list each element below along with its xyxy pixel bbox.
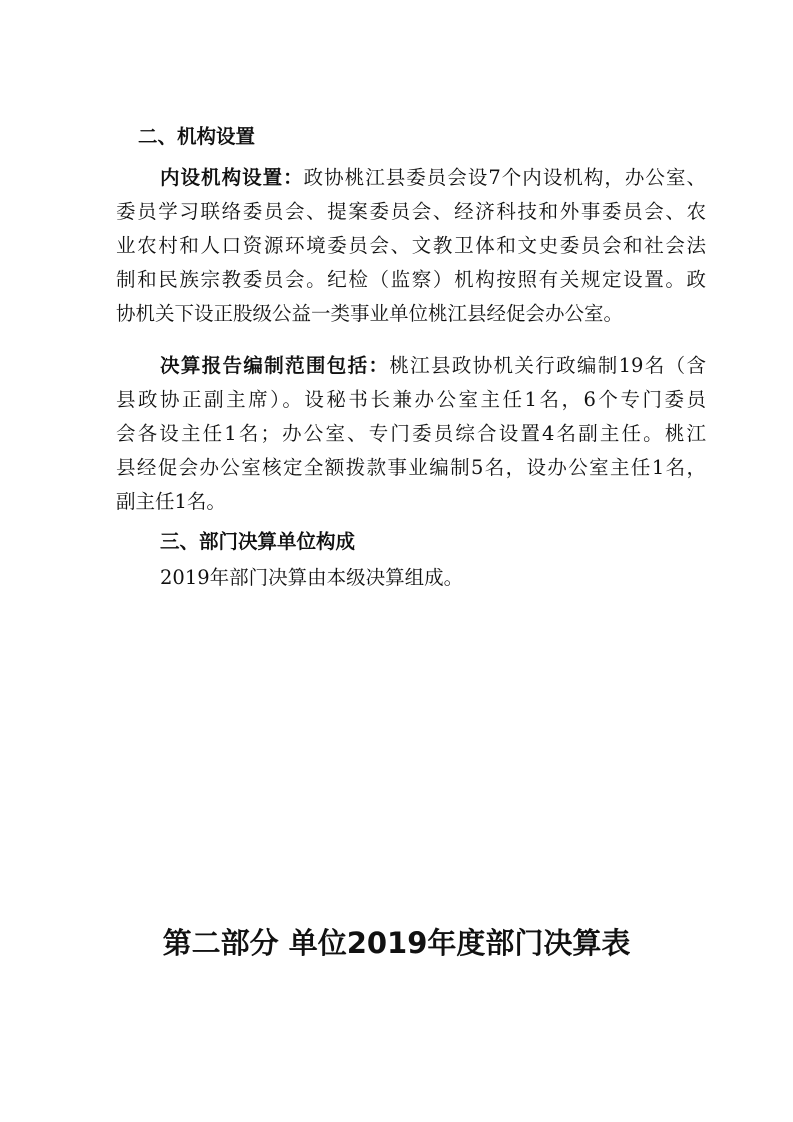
paragraph-line: 县经促会办公室核定全额拨款事业编制5名，设办公室主任1名， bbox=[116, 456, 706, 479]
line-text: 政协桃江县委员会设7个内设机构，办公室、 bbox=[303, 166, 706, 189]
paragraph-line: 业农村和人口资源环境委员会、文教卫体和文史委员会和社会法 bbox=[116, 234, 706, 257]
paragraph-lead: 决算报告编制范围包括： bbox=[160, 354, 390, 377]
paragraph-line: 委员学习联络委员会、提案委员会、经济科技和外事委员会、农 bbox=[116, 200, 706, 223]
paragraph-line: 制和民族宗教委员会。纪检（监察）机构按照有关规定设置。政 bbox=[116, 268, 706, 291]
part-title: 第二部分 单位2019年度部门决算表 bbox=[162, 926, 631, 960]
section-heading-2: 二、机构设置 bbox=[138, 125, 256, 148]
paragraph-line: 会各设主任1名；办公室、专门委员综合设置4名副主任。桃江 bbox=[116, 422, 706, 445]
paragraph-line bbox=[160, 354, 706, 378]
paragraph-line bbox=[160, 166, 706, 190]
paragraph-line: 协机关下设正股级公益一类事业单位桃江县经促会办公室。 bbox=[116, 302, 624, 325]
paragraph-line: 县政协正副主席）。设秘书长兼办公室主任1名，6个专门委员 bbox=[116, 388, 706, 411]
line-text: 桃江县政协机关行政编制19名（含 bbox=[389, 354, 706, 377]
paragraph-line: 副主任1名。 bbox=[116, 490, 226, 513]
paragraph-line: 2019年部门决算由本级决算组成。 bbox=[160, 566, 464, 589]
section-heading-3: 三、部门决算单位构成 bbox=[160, 530, 356, 553]
paragraph-lead: 内设机构设置： bbox=[160, 166, 304, 189]
